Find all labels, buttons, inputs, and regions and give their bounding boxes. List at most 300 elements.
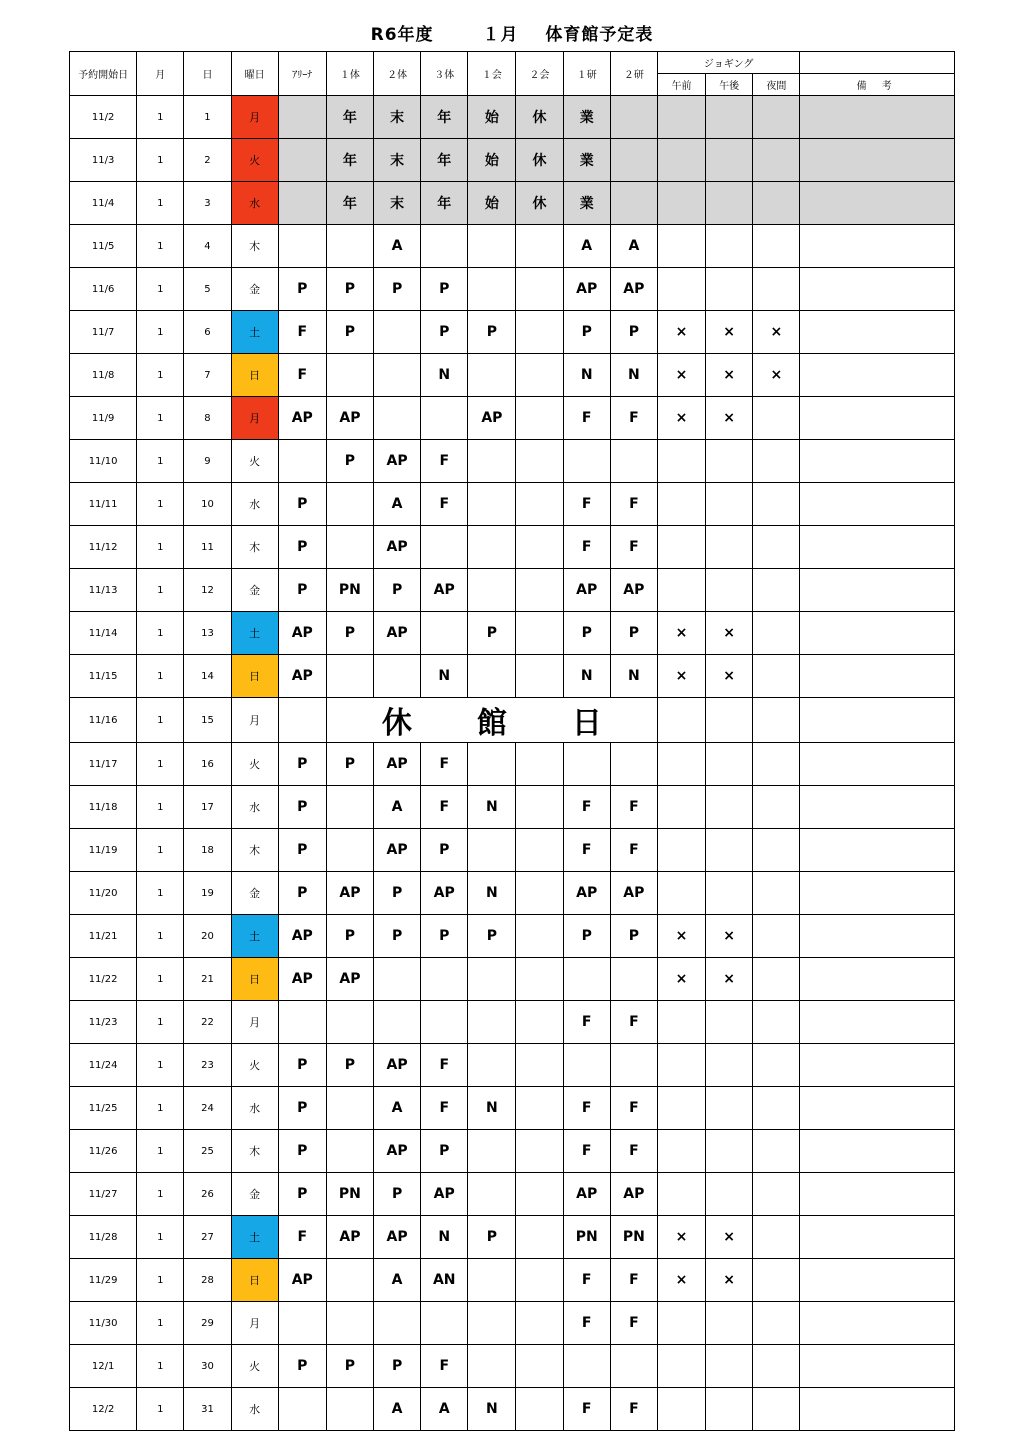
facility-cell: F: [563, 829, 610, 872]
table-row: [70, 915, 955, 958]
facility-cell: F: [610, 1001, 657, 1044]
jogging-cell: ×: [706, 612, 753, 655]
weekday-cell: 水: [231, 483, 278, 526]
facility-cell: [610, 1044, 657, 1087]
start-date-cell: 11/19: [70, 829, 137, 872]
day-cell: 24: [184, 1087, 231, 1130]
facility-cell: A: [421, 1388, 468, 1431]
facility-cell: P: [374, 915, 421, 958]
jogging-cell: [753, 1345, 800, 1388]
weekday-cell: 月: [231, 96, 278, 139]
facility-cell: [468, 1302, 516, 1345]
weekday-cell: 火: [231, 743, 278, 786]
start-date-cell: 11/20: [70, 872, 137, 915]
jogging-cell: [657, 872, 705, 915]
facility-cell: F: [563, 1001, 610, 1044]
weekday-cell: 月: [231, 1001, 278, 1044]
day-cell: 4: [184, 225, 231, 268]
start-date-cell: 11/9: [70, 397, 137, 440]
facility-cell: [516, 483, 563, 526]
facility-cell: P: [468, 612, 516, 655]
facility-cell: [326, 1087, 373, 1130]
month-cell: 1: [137, 225, 184, 268]
jogging-cell: [706, 225, 753, 268]
start-date-cell: 11/5: [70, 225, 137, 268]
table-row: [70, 1173, 955, 1216]
header-jog-slot: 午後: [706, 74, 753, 96]
facility-cell: AP: [610, 872, 657, 915]
jogging-cell: [706, 829, 753, 872]
table-row: [70, 483, 955, 526]
notes-cell: [800, 915, 955, 958]
facility-cell: AP: [563, 569, 610, 612]
weekday-cell: 金: [231, 1173, 278, 1216]
header-jog-slot: 夜間: [753, 74, 800, 96]
facility-cell: [468, 1044, 516, 1087]
jogging-cell: [753, 268, 800, 311]
jogging-cell: [657, 698, 705, 743]
facility-cell: [516, 915, 563, 958]
jogging-cell: [657, 1001, 705, 1044]
jogging-cell: [753, 1388, 800, 1431]
closed-label-cell: 年: [421, 182, 468, 225]
weekday-cell: 土: [231, 311, 278, 354]
facility-cell: P: [374, 1345, 421, 1388]
month-cell: 1: [137, 786, 184, 829]
facility-cell: P: [278, 483, 326, 526]
weekday-cell: 土: [231, 612, 278, 655]
facility-cell: [516, 743, 563, 786]
notes-cell: [800, 612, 955, 655]
facility-cell: AP: [278, 958, 326, 1001]
facility-cell: AP: [421, 1173, 468, 1216]
facility-cell: P: [326, 915, 373, 958]
facility-cell: AP: [421, 569, 468, 612]
weekday-cell: 日: [231, 1259, 278, 1302]
facility-cell: [374, 655, 421, 698]
closed-label-cell: 休: [516, 182, 563, 225]
facility-cell: AP: [563, 872, 610, 915]
facility-cell: AN: [421, 1259, 468, 1302]
facility-cell: [326, 786, 373, 829]
facility-cell: [278, 698, 326, 743]
day-cell: 10: [184, 483, 231, 526]
facility-cell: P: [278, 1173, 326, 1216]
facility-cell: F: [563, 1087, 610, 1130]
facility-cell: AP: [610, 569, 657, 612]
month-cell: 1: [137, 872, 184, 915]
month-cell: 1: [137, 397, 184, 440]
facility-cell: [468, 1130, 516, 1173]
jogging-cell: [753, 698, 800, 743]
day-cell: 7: [184, 354, 231, 397]
jogging-cell: [706, 698, 753, 743]
facility-cell: [563, 958, 610, 1001]
facility-cell: [278, 96, 326, 139]
month-cell: 1: [137, 139, 184, 182]
facility-cell: P: [326, 743, 373, 786]
jogging-cell: ×: [706, 1216, 753, 1259]
notes-cell: [800, 872, 955, 915]
facility-cell: [468, 655, 516, 698]
facility-cell: N: [468, 1087, 516, 1130]
facility-cell: AP: [374, 612, 421, 655]
closed-label-cell: 末: [374, 139, 421, 182]
facility-cell: PN: [610, 1216, 657, 1259]
jogging-cell: [657, 1087, 705, 1130]
facility-cell: [374, 1302, 421, 1345]
jogging-cell: [657, 483, 705, 526]
closed-day-char: 休: [381, 706, 412, 741]
facility-cell: F: [610, 1087, 657, 1130]
jogging-cell: [706, 1173, 753, 1216]
facility-cell: [516, 397, 563, 440]
weekday-cell: 月: [231, 698, 278, 743]
facility-cell: [468, 354, 516, 397]
day-cell: 12: [184, 569, 231, 612]
facility-cell: P: [326, 440, 373, 483]
facility-cell: [278, 1388, 326, 1431]
table-row: [70, 1302, 955, 1345]
facility-cell: F: [421, 786, 468, 829]
facility-cell: [516, 829, 563, 872]
start-date-cell: 11/2: [70, 96, 137, 139]
facility-cell: P: [278, 268, 326, 311]
facility-cell: N: [468, 786, 516, 829]
weekday-cell: 水: [231, 1388, 278, 1431]
day-cell: 25: [184, 1130, 231, 1173]
facility-cell: AP: [278, 1259, 326, 1302]
facility-cell: [516, 786, 563, 829]
facility-cell: P: [421, 311, 468, 354]
table-row: [70, 1388, 955, 1431]
day-cell: 21: [184, 958, 231, 1001]
start-date-cell: 11/17: [70, 743, 137, 786]
jogging-cell: [657, 743, 705, 786]
facility-cell: AP: [610, 268, 657, 311]
jogging-cell: [657, 1302, 705, 1345]
facility-cell: [516, 612, 563, 655]
header-facility: １体: [326, 52, 373, 96]
facility-cell: F: [563, 786, 610, 829]
jogging-cell: [753, 440, 800, 483]
header-jogging: ジョギング: [657, 52, 799, 74]
header-day: 日: [184, 52, 231, 96]
jogging-cell: [753, 1087, 800, 1130]
month-cell: 1: [137, 1173, 184, 1216]
header-notes-top: [800, 52, 955, 74]
month-cell: 1: [137, 483, 184, 526]
facility-cell: F: [610, 397, 657, 440]
closed-label-cell: 業: [563, 139, 610, 182]
facility-cell: AP: [326, 958, 373, 1001]
header-month: 月: [137, 52, 184, 96]
facility-cell: P: [278, 526, 326, 569]
weekday-cell: 火: [231, 139, 278, 182]
facility-cell: [563, 1345, 610, 1388]
day-cell: 29: [184, 1302, 231, 1345]
month-cell: 1: [137, 1388, 184, 1431]
title-name: 体育館予定表: [545, 25, 654, 45]
jogging-cell: [706, 440, 753, 483]
facility-cell: [516, 872, 563, 915]
weekday-cell: 土: [231, 915, 278, 958]
start-date-cell: 11/13: [70, 569, 137, 612]
jogging-cell: [657, 440, 705, 483]
weekday-cell: 月: [231, 1302, 278, 1345]
closed-label-cell: 始: [468, 139, 516, 182]
table-row: [70, 397, 955, 440]
table-row: [70, 354, 955, 397]
facility-cell: [421, 612, 468, 655]
closed-label-cell: 年: [326, 182, 373, 225]
facility-cell: [516, 1302, 563, 1345]
jogging-cell: [706, 743, 753, 786]
facility-cell: [610, 96, 657, 139]
notes-cell: [800, 1130, 955, 1173]
facility-cell: [278, 182, 326, 225]
jogging-cell: ×: [657, 655, 705, 698]
day-cell: 20: [184, 915, 231, 958]
header-facility: １研: [563, 52, 610, 96]
facility-cell: [421, 1001, 468, 1044]
facility-cell: AP: [374, 440, 421, 483]
facility-cell: P: [563, 915, 610, 958]
weekday-cell: 木: [231, 1130, 278, 1173]
facility-cell: P: [610, 311, 657, 354]
notes-cell: [800, 1259, 955, 1302]
month-cell: 1: [137, 1087, 184, 1130]
facility-cell: [516, 354, 563, 397]
jogging-cell: [753, 182, 800, 225]
jogging-cell: ×: [706, 397, 753, 440]
notes-cell: [800, 1345, 955, 1388]
start-date-cell: 11/29: [70, 1259, 137, 1302]
facility-cell: P: [610, 612, 657, 655]
facility-cell: F: [563, 483, 610, 526]
jogging-cell: [706, 526, 753, 569]
jogging-cell: [753, 743, 800, 786]
month-cell: 1: [137, 1001, 184, 1044]
header-weekday: 曜日: [231, 52, 278, 96]
closed-label-cell: 休: [516, 96, 563, 139]
facility-cell: P: [326, 1345, 373, 1388]
jogging-cell: [753, 526, 800, 569]
day-cell: 31: [184, 1388, 231, 1431]
notes-cell: [800, 655, 955, 698]
facility-cell: A: [374, 483, 421, 526]
table-row: [70, 612, 955, 655]
jogging-cell: [753, 786, 800, 829]
table-row: [70, 96, 955, 139]
jogging-cell: [657, 1044, 705, 1087]
schedule-body: [70, 96, 955, 1431]
weekday-cell: 日: [231, 655, 278, 698]
facility-cell: [468, 1001, 516, 1044]
start-date-cell: 11/27: [70, 1173, 137, 1216]
facility-cell: [421, 1302, 468, 1345]
facility-cell: AP: [374, 829, 421, 872]
jogging-cell: [753, 655, 800, 698]
facility-cell: [468, 829, 516, 872]
start-date-cell: 11/22: [70, 958, 137, 1001]
day-cell: 23: [184, 1044, 231, 1087]
closed-label-cell: 年: [421, 96, 468, 139]
facility-cell: AP: [468, 397, 516, 440]
facility-cell: [468, 1173, 516, 1216]
table-row: [70, 786, 955, 829]
facility-cell: F: [278, 1216, 326, 1259]
facility-cell: P: [563, 311, 610, 354]
weekday-cell: 日: [231, 354, 278, 397]
weekday-cell: 水: [231, 182, 278, 225]
month-cell: 1: [137, 1044, 184, 1087]
header-facility: ２研: [610, 52, 657, 96]
facility-cell: AP: [563, 1173, 610, 1216]
month-cell: 1: [137, 698, 184, 743]
facility-cell: P: [326, 268, 373, 311]
jogging-cell: [706, 786, 753, 829]
day-cell: 15: [184, 698, 231, 743]
day-cell: 30: [184, 1345, 231, 1388]
facility-cell: [468, 1345, 516, 1388]
facility-cell: A: [374, 1388, 421, 1431]
start-date-cell: 11/16: [70, 698, 137, 743]
table-row: [70, 1044, 955, 1087]
month-cell: 1: [137, 569, 184, 612]
facility-cell: F: [563, 397, 610, 440]
jogging-cell: [657, 1173, 705, 1216]
facility-cell: [421, 526, 468, 569]
facility-cell: F: [421, 1044, 468, 1087]
start-date-cell: 11/15: [70, 655, 137, 698]
jogging-cell: ×: [657, 958, 705, 1001]
facility-cell: [326, 1259, 373, 1302]
facility-cell: [374, 1001, 421, 1044]
closed-label-cell: 年: [326, 96, 373, 139]
facility-cell: [516, 569, 563, 612]
facility-cell: [468, 743, 516, 786]
facility-cell: [468, 268, 516, 311]
day-cell: 3: [184, 182, 231, 225]
facility-cell: [516, 1001, 563, 1044]
jogging-cell: ×: [706, 655, 753, 698]
facility-cell: [516, 526, 563, 569]
notes-cell: [800, 440, 955, 483]
facility-cell: [326, 354, 373, 397]
facility-cell: AP: [374, 1044, 421, 1087]
jogging-cell: [706, 1130, 753, 1173]
facility-cell: P: [374, 872, 421, 915]
jogging-cell: [706, 1044, 753, 1087]
jogging-cell: [657, 225, 705, 268]
month-cell: 1: [137, 1345, 184, 1388]
table-row: [70, 182, 955, 225]
weekday-cell: 日: [231, 958, 278, 1001]
notes-cell: [800, 526, 955, 569]
facility-cell: P: [278, 872, 326, 915]
title-year: R6年度: [370, 25, 434, 45]
facility-cell: PN: [326, 569, 373, 612]
jogging-cell: [753, 829, 800, 872]
notes-cell: [800, 225, 955, 268]
page-title: [0, 20, 1024, 48]
jogging-cell: [706, 139, 753, 182]
closed-label-cell: 末: [374, 96, 421, 139]
month-cell: 1: [137, 268, 184, 311]
facility-cell: [421, 225, 468, 268]
facility-cell: [516, 311, 563, 354]
facility-cell: P: [468, 311, 516, 354]
jogging-cell: [706, 872, 753, 915]
header-facility: ２体: [374, 52, 421, 96]
jogging-cell: [706, 268, 753, 311]
month-cell: 1: [137, 1259, 184, 1302]
facility-cell: N: [610, 354, 657, 397]
facility-cell: AP: [374, 743, 421, 786]
month-cell: 1: [137, 1216, 184, 1259]
facility-cell: [468, 526, 516, 569]
jogging-cell: ×: [706, 354, 753, 397]
facility-cell: [563, 440, 610, 483]
weekday-cell: 火: [231, 440, 278, 483]
day-cell: 2: [184, 139, 231, 182]
notes-cell: [800, 96, 955, 139]
facility-cell: [278, 139, 326, 182]
day-cell: 6: [184, 311, 231, 354]
facility-cell: A: [610, 225, 657, 268]
facility-cell: [516, 1259, 563, 1302]
jogging-cell: ×: [706, 311, 753, 354]
weekday-cell: 土: [231, 1216, 278, 1259]
jogging-cell: [706, 1388, 753, 1431]
facility-cell: AP: [278, 612, 326, 655]
facility-cell: [610, 958, 657, 1001]
table-row: [70, 872, 955, 915]
jogging-cell: [753, 612, 800, 655]
jogging-cell: ×: [753, 311, 800, 354]
month-cell: 1: [137, 958, 184, 1001]
notes-cell: [800, 1173, 955, 1216]
facility-cell: N: [563, 354, 610, 397]
facility-cell: [468, 1259, 516, 1302]
facility-cell: [326, 483, 373, 526]
month-cell: 1: [137, 612, 184, 655]
facility-cell: A: [374, 225, 421, 268]
month-cell: 1: [137, 1302, 184, 1345]
facility-cell: AP: [278, 397, 326, 440]
jogging-cell: [657, 139, 705, 182]
facility-cell: F: [610, 786, 657, 829]
notes-cell: [800, 743, 955, 786]
weekday-cell: 木: [231, 829, 278, 872]
header-start-date: 予約開始日: [70, 52, 137, 96]
facility-cell: F: [610, 1302, 657, 1345]
start-date-cell: 12/1: [70, 1345, 137, 1388]
start-date-cell: 11/7: [70, 311, 137, 354]
jogging-cell: [753, 915, 800, 958]
facility-cell: AP: [374, 1130, 421, 1173]
header-notes: 備 考: [800, 74, 955, 96]
start-date-cell: 11/23: [70, 1001, 137, 1044]
facility-cell: [421, 958, 468, 1001]
weekday-cell: 金: [231, 872, 278, 915]
facility-cell: [563, 743, 610, 786]
header-facility: ｱﾘｰﾅ: [278, 52, 326, 96]
month-cell: 1: [137, 96, 184, 139]
weekday-cell: 水: [231, 1087, 278, 1130]
notes-cell: [800, 1216, 955, 1259]
